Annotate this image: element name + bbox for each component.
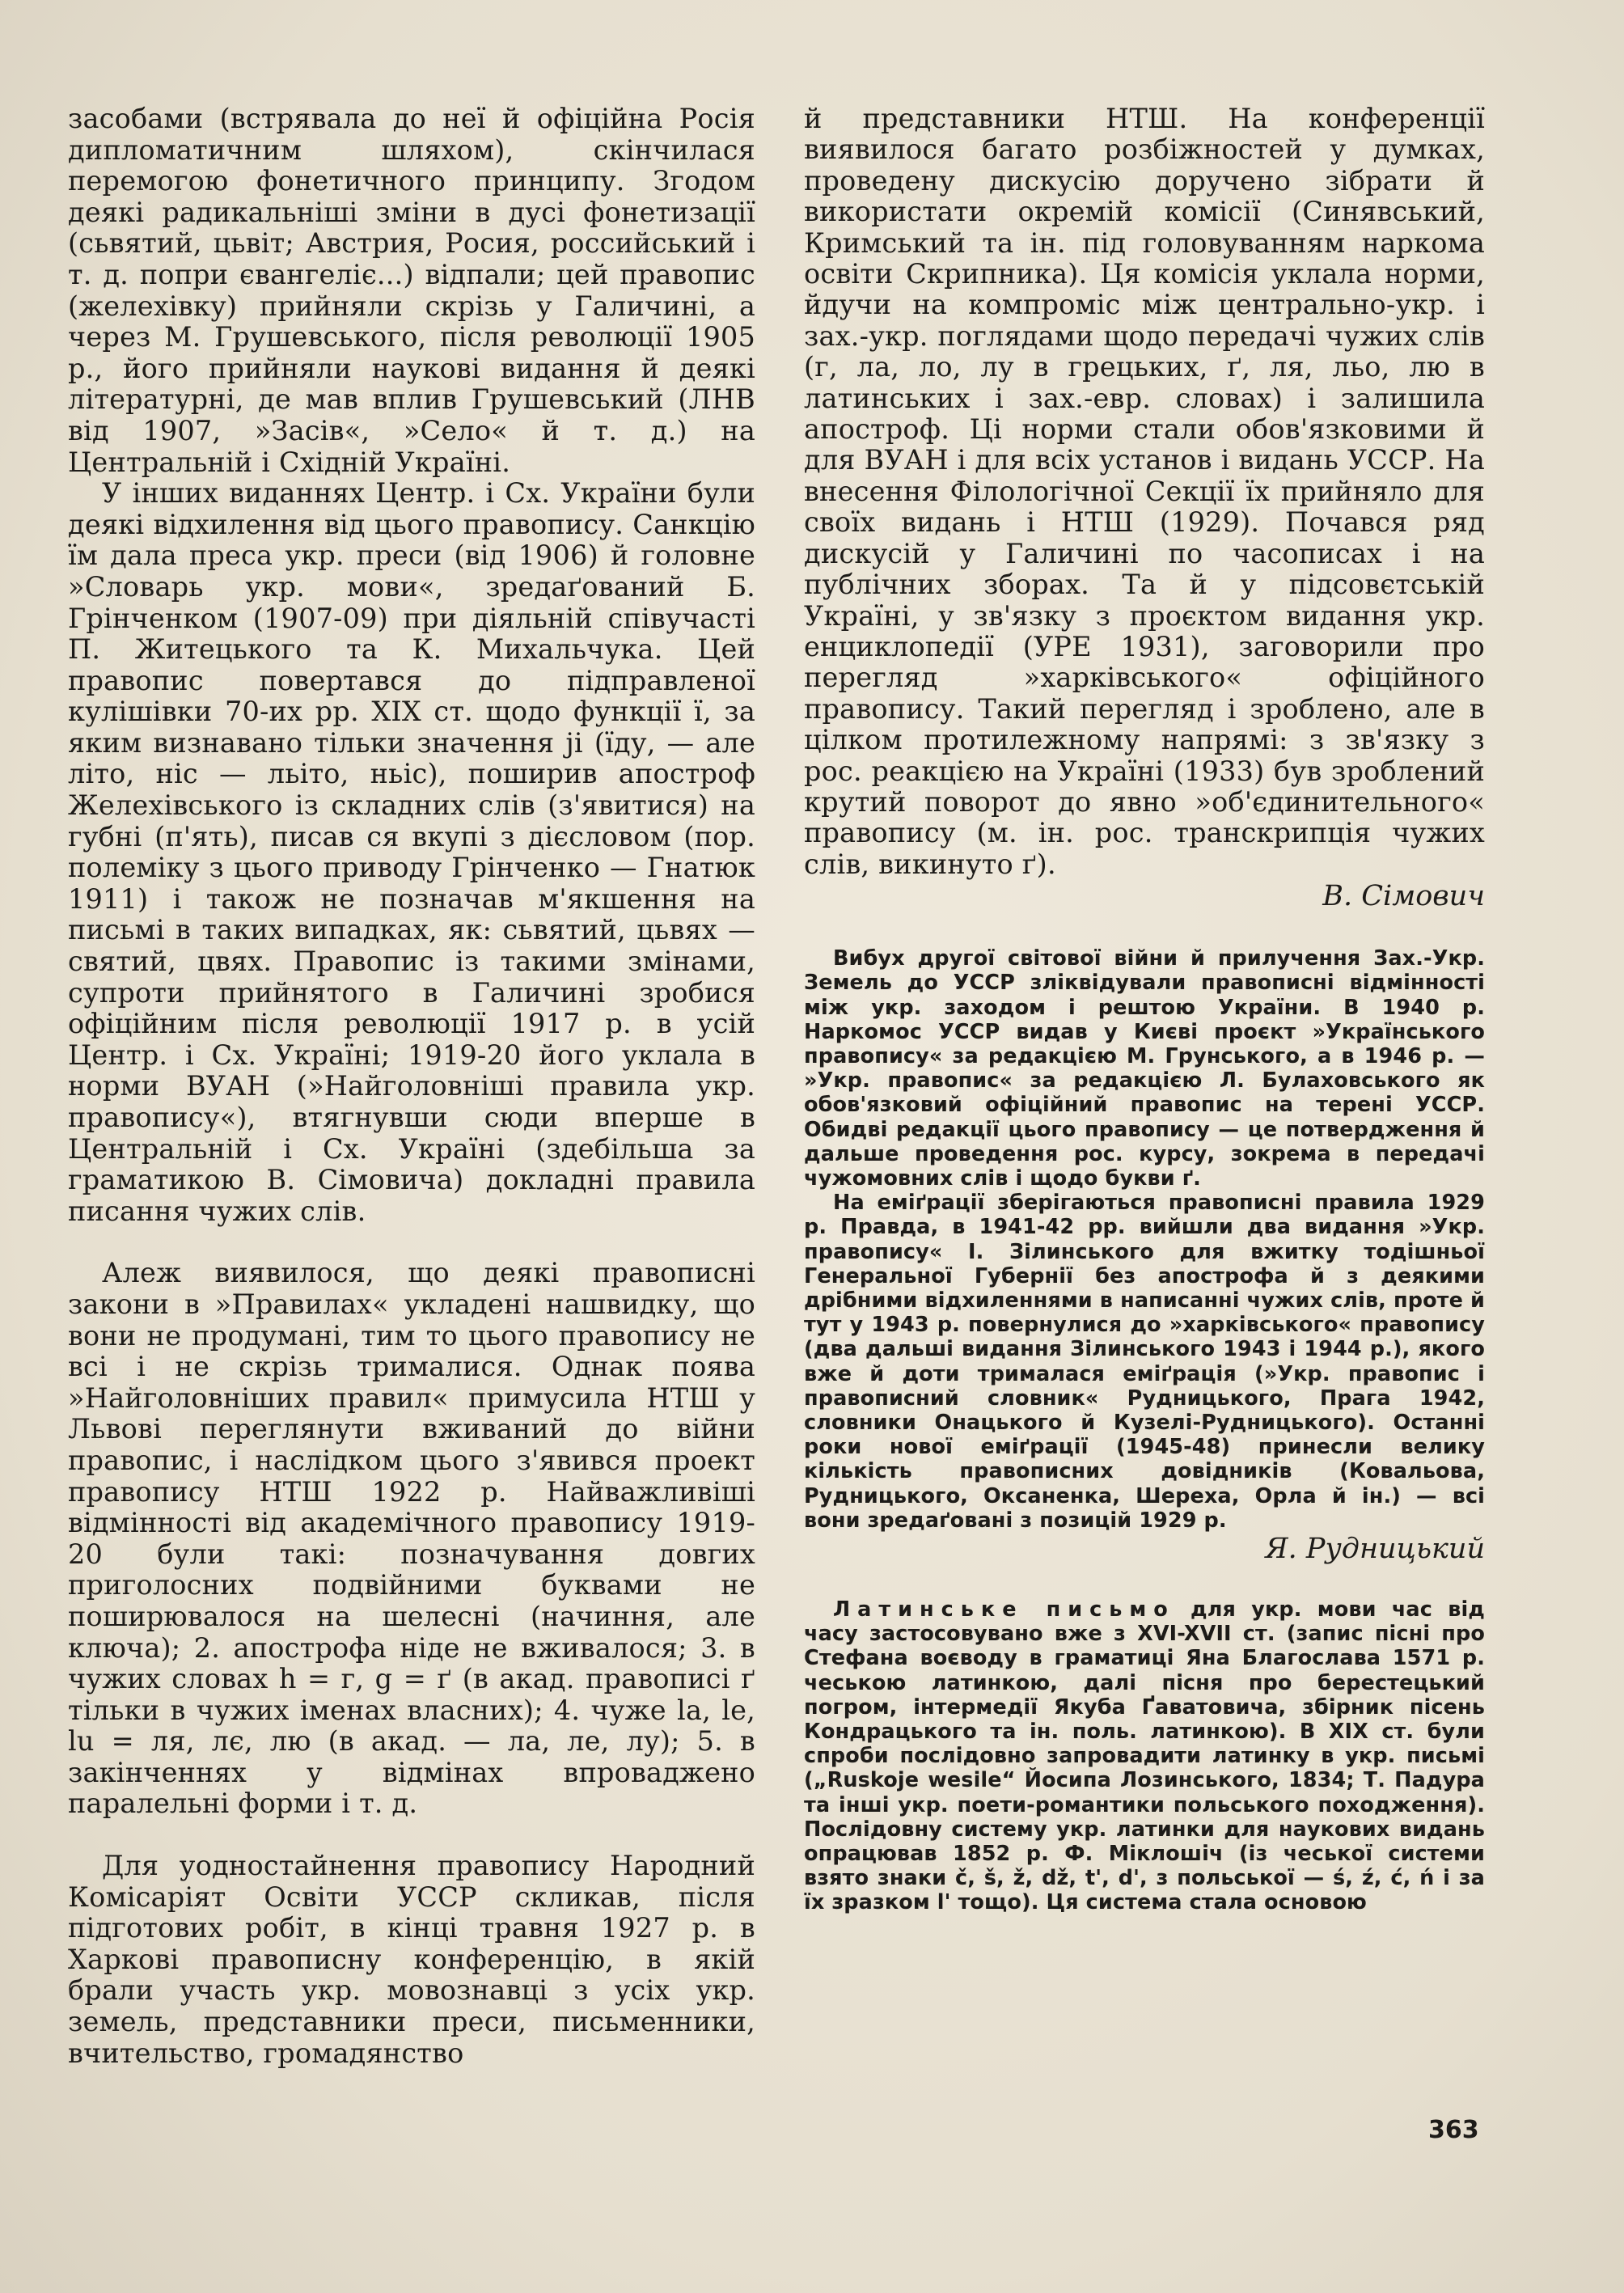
paragraph: й представники НТШ. На конференції виявилося багато розбіжностей у думках, проведену дискусію доручено зібрати й використати окремій комісії (Синявський, Кримський та ін. під головуванням наркома освіти Скрипника). Ця комісія уклала норми, йдучи на компроміс між центрально-укр. і зах.-укр. поглядами щодо передачі чужих слів (г, ла, ло, лу в грецьких, ґ, ля, льо, лю в латинських і зах.-евр. словах) і залишила апостроф. Ці норми стали обов'язковими й для ВУАН і для всіх установ і видань УССР. На внесення Філологічної Секції їх прийняло для своїх видань і НТШ (1929). Почався ряд дискусій у Галичині по часописах і на публічних зборах. Та й у підсовєтській Україні, у зв'язку з проєктом видання укр. енциклопедії (УРЕ 1931), заговорили про перегляд »харківського« офіційного правопису. Такий перегляд і зроблено, але в цілком протилежному напрямі: з зв'язку з рос. реакцією на Україні (1933) був зроблений крутий поворот до явно »об'єдинительного« правопису (м. ін. рос. транскрипція чужих слів, викинуто ґ). [804,103,1485,880]
paragraph: Алеж виявилося, що деякі правописні закони в »Правилах« укладені нашвидку, що вони не продумані, тим то цього правопису не всі і не скрізь трималися. Однак поява »Найголовніших правил« примусила НТШ у Львові переглянути вживаний до війни правопис, і наслідком цього з'явився проект правопису НТШ 1922 р. Найважливіші відмінності від академічного правопису 1919-20 були такі: позначування довгих приголосних подвійними буквами не поширювалося на шелесні (начиння, але ключа); 2. апострофа ніде не вживалося; 3. в чужих словах h = г, g = ґ (в акад. правописі ґ тільки в чужих іменах власних); 4. чужe la, le, lu = ля, лє, лю (в акад. — ла, ле, лу); 5. в закінченнях у відмінах впроваджено паралельні форми і т. д. [68,1257,755,1820]
small-paragraph: На еміґрації зберігаються правописні правила 1929 р. Правда, в 1941-42 рр. вийшли два видання »Укр. правопису« І. Зілинського для вжитку тодішньої Генеральної Губернії без апострофа й з деякими дрібними відхиленнями в написанні чужих слів, проте й тут у 1943 р. повернулися до »харківського« правопису (два дальші видання Зілинського 1943 і 1944 р.), якого вже й доти трималася еміґрація (»Укр. правопис і правописний словник« Рудницького, Прага 1942, словники Онацького й Кузелі-Рудницького). Останні роки нової еміґрації (1945-48) принесли велику кількість правописних довідників (Ковальова, Рудницького, Оксаненка, Шереха, Орла й ін.) — всі вони зредаґовані з позицій 1929 р. [804,1191,1485,1533]
author-signature: В. Сімович [1322,880,1485,913]
small-print-section [804,946,1485,1533]
right-column [804,104,1485,1915]
paragraph: Для уодностайнення правопису Народний Комісаріят Освіти УССР скликав, після підготових робіт, в кінці травня 1927 р. в Харкові правописну конференцію, в якій брали участь укр. мовознавці з усіх укр. земель, представники преси, письменники, вчительство, громадянство [68,1850,755,2069]
small-paragraph-text: для укр. мови час від часу застосовувано вже з XVI-XVII ст. (запис пісні про Стефана воєводу в граматиці Яна Благослава 1571 р. чеською латинкою, далі пісня про берестецький погром, інтермедії Якуба Ґаватовича, збірник пісень Кондрацького та ін. поль. латинкою). В XIX ст. були спроби послідовно запровадити латинку в укр. письмі („Ruskoje wesile“ Йосипа Лозинського, 1834; Т. Падура та інші укр. поети-романтики польського походження). Послідовну систему укр. латинки для наукових видань опрацював 1852 р. Ф. Міклошіч (із чеської системи взято знаки č, š, ž, dž, t', d', з польської — ś, ź, ć, ń і за їх зразком l' тощо). Ця система стала основою [804,1597,1485,1915]
paragraph: У інших виданнях Центр. і Сх. України були деякі відхилення від цього правопису. Санкцію їм дала преса укр. преси (від 1906) й головне »Словарь укр. мови«, зредаґований Б. Грінченком (1907-09) при діяльній співучасті П. Житецького та К. Михальчука. Цей правопис повертався до підправленої кулішівки 70-их рр. XIX ст. щодо функції ї, за яким визнавано тільки значення ji (їду, — але літо, ніс — льіто, ньіс), поширив апостроф Желехівського із складних слів (з'явитися) на губні (п'ять), писав ся вкупі з дієсловом (пор. полеміку з цього приводу Грінченко — Гнатюк 1911) і також не позначав м'якшення на письмі в таких випадках, як: сьвятий, цьвях — святий, цвях. Правопис із такими змінами, супроти прийнятого в Галичині зробися офіційним після революції 1917 р. в усій Центр. і Сх. Україні; 1919-20 його уклала в норми ВУАН (»Найголовніші правила укр. правопису«), втягнувши сюди вперше в Центральній і Сх. Україні (здебільша за граматикою В. Сімовича) докладні правила писання чужих слів. [68,477,755,1227]
small-paragraph: Вибух другої світової війни й прилучення Зах.-Укр. Земель до УССР зліквідували правописні відмінності між укр. заходом і рештою України. В 1940 р. Наркомос УССР видав у Києві проєкт »Українського правопису« за редакцією М. Грунського, а в 1946 р. — »Укр. правопис« за редакцією Л. Булаховського як обов'язковий офіційний правопис на терені УССР. Обидві редакції цього правопису — це потвердження й дальше проведення рос. курсу, зокрема в передачі чужомовних слів і щодо букви ґ. [804,946,1485,1191]
author-signature: Я. Рудницький [1265,1533,1485,1566]
left-column [68,104,755,2069]
small-print-section [804,1597,1485,1915]
small-paragraph [804,1597,1485,1915]
spaced-lead: Латинське письмо [833,1597,1175,1622]
page-number: 363 [1428,2116,1479,2144]
paragraph: засобами (встрявала до неї й офіційна Росія дипломатичним шляхом), скінчилася перемогою фонетичного принципу. Згодом деякі радикальніші зміни в дусі фонетизації (сьвятий, цьвіт; Австрия, Росия, российський і т. д. попри євангеліє...) відпали; цей правопис (желехівку) прийняли скрізь у Галичині, а через М. Грушевського, після революції 1905 р., його прийняли наукові видання й деякі літературні, де мав вплив Грушевський (ЛНВ від 1907, »Засів«, »Село« й т. д.) на Центральній і Східній Україні. [68,103,755,478]
